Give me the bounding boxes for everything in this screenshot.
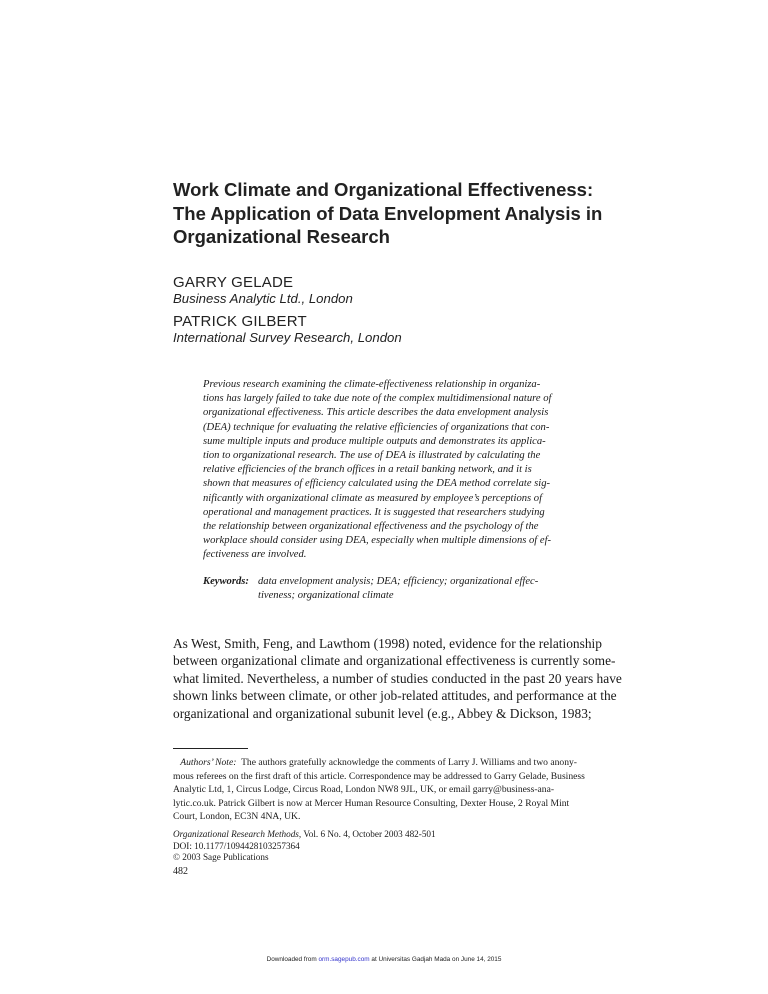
abstract-line: relative efficiencies of the branch offices in a retail banking network, and it is	[203, 464, 532, 476]
abstract-line: operational and management practices. It is suggested that researchers studying	[203, 506, 545, 518]
note-line: Analytic Ltd, 1, Circus Lodge, Circus Road, London NW8 9JL, UK, or email garry@business-ana-	[173, 784, 555, 796]
publication-info	[173, 829, 436, 864]
abstract-line: tion to organizational research. The use of DEA is illustrated by calculating the	[203, 450, 541, 462]
body-line: between organizational climate and organizational effectiveness is currently some-	[173, 653, 616, 669]
author-affiliation: Business Analytic Ltd., London	[173, 291, 353, 306]
body-line: what limited. Nevertheless, a number of studies conducted in the past 20 years have	[173, 670, 622, 686]
note-line: lytic.co.uk. Patrick Gilbert is now at Mercer Human Resource Consulting, Dexter House, 2 Royal Mint	[173, 797, 570, 809]
abstract-line: workplace should consider using DEA, especially when multiple dimensions of ef-	[203, 535, 552, 547]
keywords-line: tiveness; organizational climate	[258, 590, 394, 602]
body-paragraph	[173, 635, 622, 722]
journal-name: Organizational Research Methods,	[173, 829, 302, 839]
body-line: As West, Smith, Feng, and Lawthom (1998) noted, evidence for the relationship	[173, 636, 602, 651]
abstract-line: organizational effectiveness. This article describes the data envelopment analysis	[203, 407, 549, 419]
author-affiliation: International Survey Research, London	[173, 330, 402, 345]
author-name: PATRICK GILBERT	[173, 313, 307, 330]
abstract-line: shown that measures of efficiency calculated using the DEA method correlate sig-	[203, 478, 551, 490]
download-source-link[interactable]: orm.sagepub.com	[318, 956, 370, 963]
author-name: GARRY GELADE	[173, 274, 294, 291]
abstract-line: fectiveness are involved.	[203, 549, 307, 561]
abstract	[203, 378, 568, 563]
abstract-line: Previous research examining the climate-effectiveness relationship in organiza-	[203, 379, 541, 390]
journal-volume: Vol. 6 No. 4, October 2003 482-501	[303, 829, 436, 839]
doi: DOI: 10.1177/1094428103257364	[173, 840, 300, 851]
note-line	[173, 756, 597, 770]
abstract-line: sume multiple inputs and produce multiple outputs and demonstrates its applica-	[203, 435, 546, 447]
page-number: 482	[173, 866, 188, 877]
footnote-divider	[173, 748, 248, 749]
note-text: The authors gratefully acknowledge the comments of Larry J. Williams and two anony-	[241, 757, 577, 768]
body-line: organizational and organizational subunit level (e.g., Abbey & Dickson, 1983;	[173, 705, 592, 721]
download-footer	[0, 956, 768, 963]
title-line: Work Climate and Organizational Effectiveness:	[173, 179, 594, 200]
keywords-line: data envelopment analysis; DEA; efficiency; organizational effec-	[258, 576, 539, 587]
abstract-line: the relationship between organizational effectiveness and the psychology of the	[203, 521, 539, 533]
journal-citation	[173, 829, 436, 841]
download-prefix: Downloaded from	[266, 956, 319, 963]
keywords-list	[258, 575, 538, 603]
note-line: mous referees on the first draft of this article. Correspondence may be addressed to Garry Gelade, Business	[173, 770, 585, 782]
authors-note	[173, 756, 597, 824]
copyright: © 2003 Sage Publications	[173, 852, 269, 863]
abstract-line: nificantly with organizational climate as measured by employee’s perceptions of	[203, 492, 543, 504]
abstract-line: (DEA) technique for evaluating the relative efficiencies of organizations that con-	[203, 421, 550, 433]
note-label: Authors’ Note:	[180, 757, 237, 768]
download-suffix: at Universitas Gadjah Mada on June 14, 2015	[369, 956, 502, 963]
note-line: Court, London, EC3N 4NA, UK.	[173, 811, 301, 823]
article-title	[173, 178, 613, 249]
title-line: Organizational Research	[173, 226, 390, 247]
body-line: shown links between climate, or other job-related attitudes, and performance at the	[173, 688, 617, 704]
keywords-label: Keywords:	[203, 576, 249, 587]
title-line: The Application of Data Envelopment Analysis in	[173, 202, 603, 224]
abstract-line: tions has largely failed to take due note of the complex multidimensional nature of	[203, 393, 552, 405]
